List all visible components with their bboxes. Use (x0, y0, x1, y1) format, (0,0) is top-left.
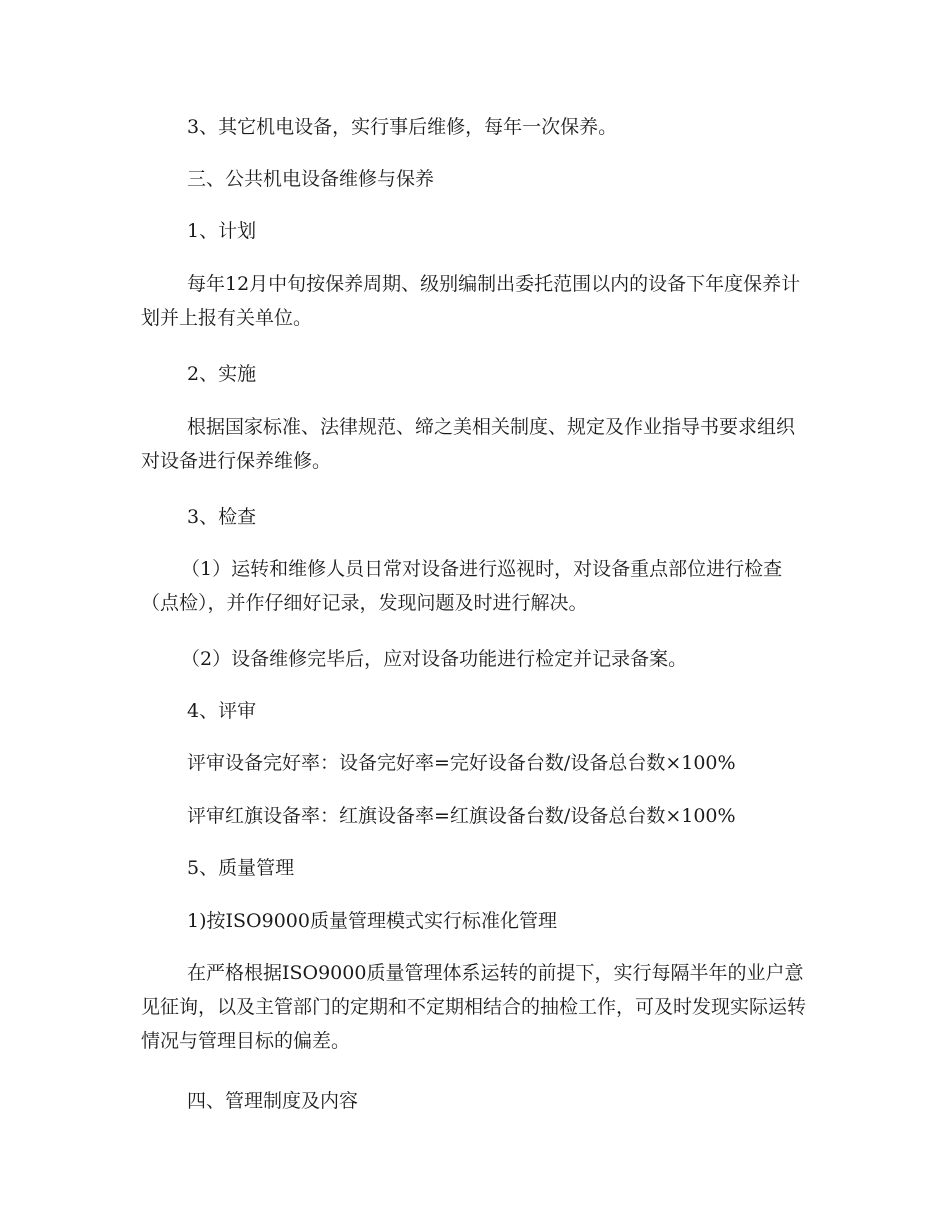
subheading-quality-management: 5、质量管理 (187, 857, 295, 879)
paragraph-iso9000-standard: 1)按ISO9000质量管理模式实行标准化管理 (187, 910, 557, 932)
paragraph-item-3-other-equipment: 3、其它机电设备，实行事后维修，每年一次保养。 (187, 116, 618, 138)
paragraph-iso9000-body: 在严格根据ISO9000质量管理体系运转的前提下，实行每隔半年的业户意见征询，以及主管部门的定期和不定期相结合的抽检工作，可及时发现实际运转情况与管理目标的偏差。 (141, 962, 807, 1052)
paragraph-implementation-body: 根据国家标准、法律规范、缔之美相关制度、规定及作业指导书要求组织对设备进行保养维修。 (141, 416, 796, 472)
paragraph-inspection-2: （2）设备维修完毕后，应对设备功能进行检定并记录备案。 (181, 648, 688, 670)
paragraph-plan-body: 每年12月中旬按保养周期、级别编制出委托范围以内的设备下年度保养计划并上报有关单位。 (141, 273, 801, 329)
subheading-review: 4、评审 (187, 700, 257, 722)
section-heading-4-management-system: 四、管理制度及内容 (187, 1090, 359, 1112)
section-heading-3-public-equipment: 三、公共机电设备维修与保养 (187, 168, 435, 190)
subheading-plan: 1、计划 (187, 220, 257, 242)
paragraph-inspection-1: （1）运转和维修人员日常对设备进行巡视时，对设备重点部位进行检查（点检），并作仔细好记录，发现问题及时进行解决。 (141, 558, 783, 614)
subheading-implementation: 2、实施 (187, 363, 257, 385)
paragraph-review-red-flag-rate: 评审红旗设备率：红旗设备率=红旗设备台数/设备总台数×100% (187, 805, 736, 827)
subheading-inspection: 3、检查 (187, 506, 257, 528)
paragraph-review-intact-rate: 评审设备完好率：设备完好率=完好设备台数/设备总台数×100% (187, 752, 736, 774)
